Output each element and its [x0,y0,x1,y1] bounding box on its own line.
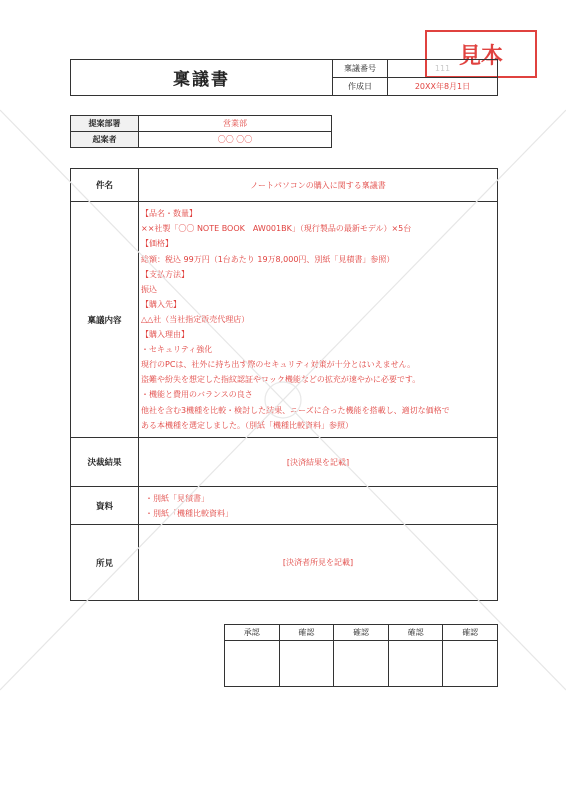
content-line: ・機能と費用のバランスの良さ [141,390,253,400]
content-line: 【購入理由】 [141,330,189,340]
content-line: 【品名・数量】 [141,209,197,219]
subject-label: 件名 [71,169,139,202]
result-value: [決済結果を記載] [139,438,498,487]
confirm-seal-box[interactable] [279,641,334,687]
confirm-seal-box[interactable] [443,641,498,687]
materials-body [139,487,498,525]
date-label: 作成日 [333,78,388,96]
content-line: 盗難や紛失を想定した指紋認証やロック機能などの拡充が速やかに必要です。 [141,375,421,385]
confirm-seal-box[interactable] [388,641,443,687]
info-row [71,116,332,132]
content-line: ・セキュリティ強化 [141,345,213,355]
approval-seal-box[interactable] [225,641,280,687]
info-row [71,132,332,148]
department-value: 営業部 [139,116,332,132]
subject-row [71,169,498,202]
result-label: 決裁結果 [71,438,139,487]
opinion-value: [決済者所見を記載] [139,525,498,601]
main-table [70,168,498,601]
drafter-label: 起案者 [71,132,139,148]
content-line: △△社（当社指定販売代理店） [141,314,250,324]
content-line: 【支払方法】 [141,269,189,279]
confirm-header: 確認 [334,625,389,641]
subject-value: ノートパソコンの購入に関する稟議書 [139,169,498,202]
content-line: 振込 [141,284,157,294]
content-body [139,202,498,438]
drafter-value: 〇〇 〇〇 [139,132,332,148]
info-table [70,115,332,148]
content-line: ××社製「〇〇 NOTE BOOK AW001BK」（現行製品の最新モデル）×5台 [141,224,412,234]
approval-header: 承認 [225,625,280,641]
content-line: 現行のPCは、社外に持ち出す際のセキュリティ対策が十分とはいえません。 [141,360,416,370]
content-line: 【購入先】 [141,299,181,309]
opinion-row [71,525,498,601]
number-value: 111 [388,60,498,78]
number-label: 稟議番号 [333,60,388,78]
content-line: ある本機種を選定しました。（別紙「機種比較資料」参照） [141,420,353,430]
result-row [71,438,498,487]
confirm-header: 確認 [388,625,443,641]
confirm-header: 確認 [279,625,334,641]
content-row [71,202,498,438]
material-item: ・別紙「見積書」 [145,493,209,503]
sample-stamp: 見本 [425,30,537,78]
content-line: 総額：税込 99万円（1台あたり 19万8,000円、別紙「見積書」参照） [141,254,395,264]
approval-table [224,624,498,687]
title-table [70,59,498,96]
confirm-seal-box[interactable] [334,641,389,687]
materials-label: 資料 [71,487,139,525]
opinion-label: 所見 [71,525,139,601]
content-line: 他社を含む3機種を比較・検討した結果、ニーズに合った機能を搭載し、適切な価格で [141,405,450,415]
material-item: ・別紙「機種比較資料」 [145,508,233,518]
content-label: 稟議内容 [71,202,139,438]
document-title: 稟議書 [71,60,333,96]
confirm-header: 確認 [443,625,498,641]
materials-row [71,487,498,525]
content-line: 【価格】 [141,239,173,249]
department-label: 提案部署 [71,116,139,132]
date-value: 20XX年8月1日 [388,78,498,96]
